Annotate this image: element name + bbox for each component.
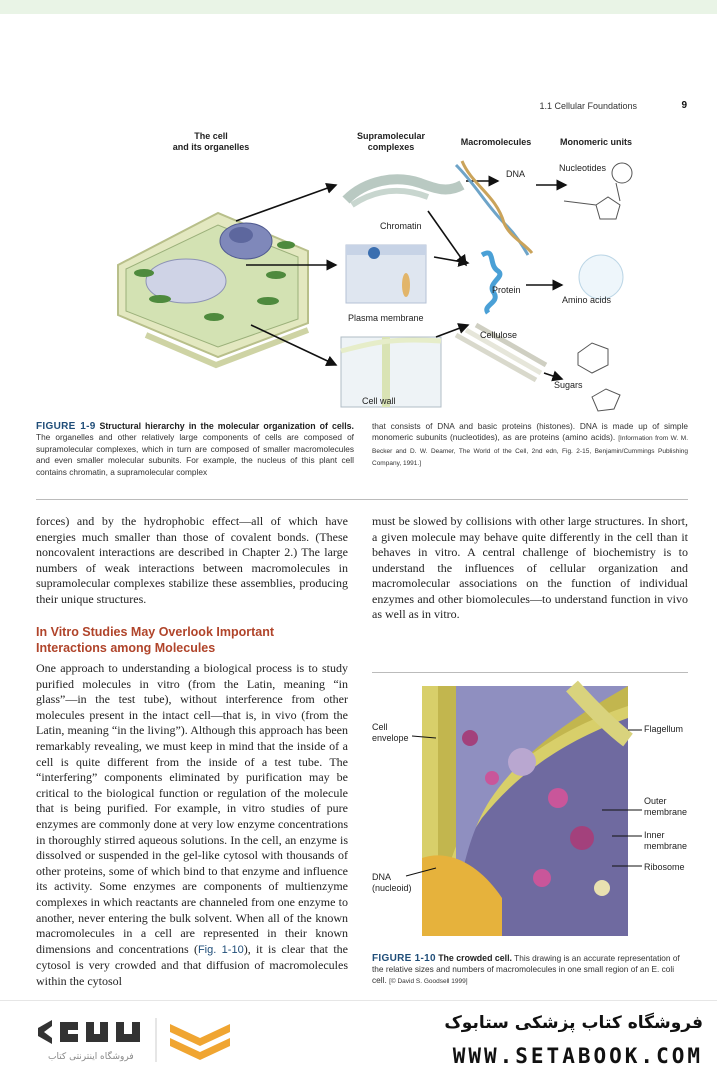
protein-illustration <box>482 253 500 313</box>
label-cellulose: Cellulose <box>480 330 518 340</box>
plasma-membrane-illustration <box>346 245 426 303</box>
col-head-cell: The cell and its organelles <box>172 131 250 152</box>
figure-1-10 <box>372 678 688 940</box>
caption2-lead: FIGURE 1-10 <box>372 953 436 964</box>
col-head-mono: Monomeric units <box>559 137 632 147</box>
label-chromatin: Chromatin <box>380 221 422 231</box>
paragraph-right-top: must be slowed by collisions with other large structures. In short, a given molecule may behave quite differently in the cell than it behaves in vitro. A central challenge of biochemistry is to understand the influences of cellular organization and macromolecular associations on the function of individual enzymes and other biomolecules—to understand function in vivo as well as in vitro. <box>372 514 688 621</box>
caption-lead: FIGURE 1-9 <box>36 421 96 432</box>
caption-text-right: that consists of DNA and basic proteins (histones). DNA is made up of simple monomeric subunits (nucleotides), as are proteins (amino acids). <box>372 421 688 443</box>
top-band <box>0 0 717 14</box>
label-sugars: Sugars <box>554 380 583 390</box>
body-right-top <box>372 514 688 623</box>
label-cell-envelope: Cell envelope <box>372 722 409 743</box>
paragraph-left-main-a: One approach to understanding a biological process is to study purified molecules in vitro (from the Latin, meaning “in glass”—in the test tube), without interference from other molecules present in the intact cell—that is, in vivo (from the Latin, meaning “in the living”). Although this approach has been remarkably revealing, we must keep in mind that the inside of a cell is quite different from the inside of a test tube. The “interfering” components eliminated by purification may be critical to the biological function or regulation of the molecule that is being purified. For example, in vitro studies of pure enzymes are commonly done at very low enzyme concentrations in thoroughly stirred aqueous solutions. In the cell, an enzyme is dissolved or suspended in the gel-like cytosol with thousands of other proteins, some of which bind to that enzyme and influence its activity. Some enzymes are components of multienzyme complexes in which reactants are channeled from one enzyme to another, never entering the bulk solvent. When all of the known macromolecules in a cell are represented in their known dimensions and concentrations ( <box>36 661 348 956</box>
label-cell-wall: Cell wall <box>362 396 396 406</box>
label-inner-membrane: Inner membrane <box>644 830 688 851</box>
paragraph-left-top: forces) and by the hydrophobic effect—all of which have energies much smaller than those of covalent bonds. (These noncovalent interactions are described in Chapter 2.) The large numbers of weak interactions between macromolecules in supramolecular complexes stabilize these assemblies, producing their unique structures. <box>36 514 348 606</box>
label-plasma-membrane: Plasma membrane <box>348 313 424 323</box>
caption-text-left: The organelles and other relatively large components of cells are composed of supramolecular complexes, which in turn are composed of smaller macromolecules and even smaller molecular subunits. For example, the nucleus of this plant cell contains chromatin, a supramolecular complex <box>36 432 354 477</box>
col-head-supra: Supramolecular complexes <box>356 131 426 152</box>
page-number: 9 <box>681 100 687 111</box>
logo-subtitle: فروشگاه اینترنتی کتاب <box>48 1052 134 1062</box>
caption2-credit: [© David S. Goodsell 1999] <box>389 978 468 986</box>
figure-divider <box>36 499 688 500</box>
body-left-top <box>36 514 348 607</box>
amino-acid-structure <box>579 255 623 299</box>
figure-1-9-caption-right <box>372 421 688 470</box>
paragraph-left-main <box>36 661 348 989</box>
section-heading: In Vitro Studies May Overlook Important Interactions among Molecules <box>36 625 275 655</box>
caption-title: Structural hierarchy in the molecular organization of cells. <box>99 421 354 431</box>
chromatin-illustration <box>346 179 462 205</box>
ad-url[interactable]: WWW.SETABOOK.COM <box>452 1044 703 1068</box>
label-amino-acids: Amino acids <box>562 295 612 305</box>
figure-1-10-caption <box>372 953 688 988</box>
running-head: 1.1 Cellular Foundations <box>539 101 637 111</box>
label-protein: Protein <box>492 285 521 295</box>
caption2-text: This drawing is an accurate representation of the relative sizes and numbers of macromolecules in one small region of an E. coli cell. <box>372 953 680 986</box>
paragraph-left-main-b: ), it is clear that the cytosol is very crowded and that diffusion of macromolecules within the cytosol <box>36 941 348 988</box>
caption2-title: The crowded cell. <box>438 953 513 963</box>
figure-reference-link[interactable]: Fig. 1-10 <box>197 943 244 956</box>
body-left-main <box>36 661 348 989</box>
col-head-macro: Macromolecules <box>460 137 532 147</box>
figure-1-9-caption-left <box>36 421 354 478</box>
plant-cell-illustration <box>118 213 308 365</box>
label-outer-membrane: Outer membrane <box>644 796 688 817</box>
label-dna-nucleoid: DNA (nucleoid) <box>372 872 412 893</box>
label-flagellum: Flagellum <box>644 724 684 734</box>
caption-credit: [Information from W. M. Becker and D. W. Deamer, The World of the Cell, 2nd edn, Fig. 2-15, Benjamin/Cummings Publishing Company, 1991.] <box>372 435 689 468</box>
figure-1-9 <box>36 125 686 415</box>
label-nucleotides: Nucleotides <box>559 163 607 173</box>
figure-1-10-rule <box>372 672 688 673</box>
sugar-structure <box>578 343 620 411</box>
label-dna: DNA <box>506 169 526 179</box>
label-ribosome: Ribosome <box>644 862 685 872</box>
figure-1-10-art <box>372 678 688 940</box>
ad-persian-title: فروشگاه کتاب پزشکی ستابوک <box>444 1013 703 1033</box>
